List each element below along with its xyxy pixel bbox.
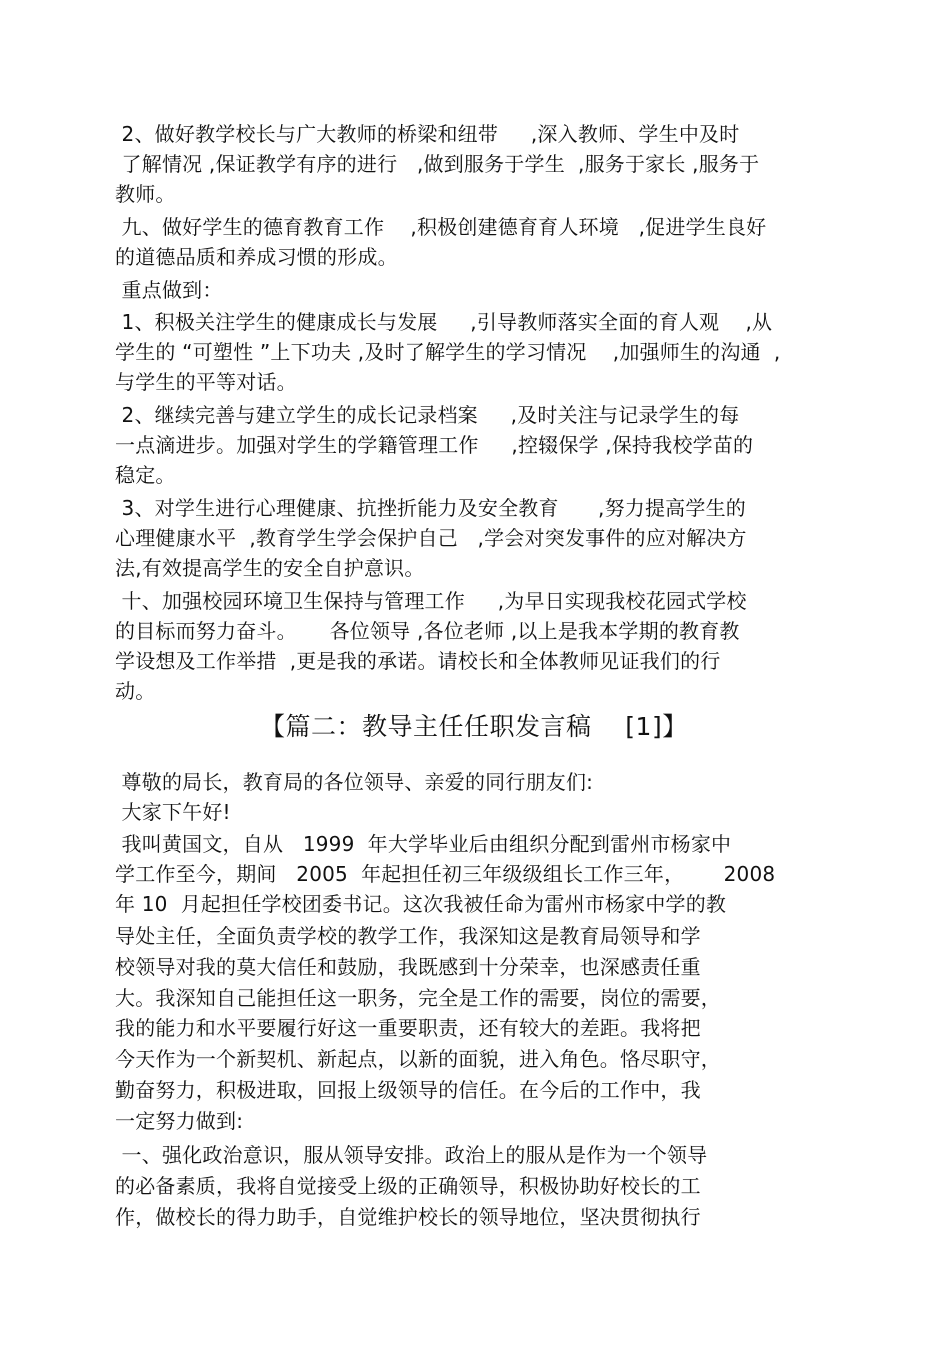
text-line: 了解情况 ,保证教学有序的进行 ,做到服务于学生 ,服务于家长 ,服务于 [115, 152, 760, 176]
text-line: 作，做校长的得力助手，自觉维护校长的领导地位，坚决贯彻执行 [115, 1205, 701, 1229]
text-line: 的目标而努力奋斗。 各位领导 ,各位老师 ,以上是我本学期的教育教 [115, 619, 740, 643]
text-line: 年 10 月起担任学校团委书记。这次我被任命为雷州市杨家中学的教 [115, 892, 727, 916]
text-line: 十、加强校园环境卫生保持与管理工作 ,为早日实现我校花园式学校 [115, 589, 747, 613]
text-line: 学工作至今，期间 2005 年起担任初三年级级组长工作三年， 2008 [115, 862, 776, 886]
text-line: 尊敬的局长，教育局的各位领导、亲爱的同行朋友们: [115, 770, 594, 794]
text-line: 导处主任，全面负责学校的教学工作，我深知这是教育局领导和学 [115, 924, 701, 948]
text-line: 一、强化政治意识，服从领导安排。政治上的服从是作为一个领导 [115, 1143, 708, 1167]
text-line: 教师。 [115, 182, 176, 206]
text-line: 一点滴进步。加强对学生的学籍管理工作 ,控辍保学 ,保持我校学苗的 [115, 433, 754, 457]
text-line: 稳定。 [115, 463, 176, 487]
text-line: 的道德品质和养成习惯的形成。 [115, 245, 398, 269]
text-line: 2、做好教学校长与广大教师的桥梁和纽带 ,深入教师、学生中及时 [115, 122, 740, 146]
text-line: 大。我深知自己能担任这一职务，完全是工作的需要，岗位的需要， [115, 986, 721, 1010]
text-line: 的必备素质，我将自觉接受上级的正确领导，积极协助好校长的工 [115, 1174, 701, 1198]
text-line: 我的能力和水平要履行好这一重要职责，还有较大的差距。我将把 [115, 1016, 701, 1040]
text-line: 重点做到： [115, 278, 223, 302]
text-line: 学设想及工作举措 ,更是我的承诺。请校长和全体教师见证我们的行 [115, 649, 721, 673]
text-line: 今天作为一个新契机、新起点，以新的面貌，进入角色。恪尽职守， [115, 1047, 721, 1071]
text-line: 1、积极关注学生的健康成长与发展 ,引导教师落实全面的育人观 ,从 [115, 310, 773, 334]
text-line: 与学生的平等对话。 [115, 370, 297, 394]
text-line: 校领导对我的莫大信任和鼓励，我既感到十分荣幸，也深感责任重 [115, 955, 701, 979]
text-line: 动。 [115, 679, 156, 703]
text-line: 我叫黄国文，自从 1999 年大学毕业后由组织分配到雷州市杨家中 [115, 832, 732, 856]
text-line: 心理健康水平 ,教育学生学会保护自己 ,学会对突发事件的应对解决方 [115, 526, 747, 550]
text-line: 九、做好学生的德育教育工作 ,积极创建德育育人环境 ,促进学生良好 [115, 215, 767, 239]
text-line: 3、对学生进行心理健康、抗挫折能力及安全教育 ,努力提高学生的 [115, 496, 746, 520]
text-line: 大家下午好! [115, 800, 231, 824]
text-line: 一定努力做到: [115, 1109, 244, 1133]
text-line: 法,有效提高学生的安全自护意识。 [115, 556, 425, 580]
text-line: 2、继续完善与建立学生的成长记录档案 ,及时关注与记录学生的每 [115, 403, 740, 427]
section-title: 【篇二：教导主任任职发言稿 [1]】 [260, 712, 688, 741]
text-line: 勤奋努力，积极进取，回报上级领导的信任。在今后的工作中，我 [115, 1078, 701, 1102]
text-line: 学生的 “可塑性 ”上下功夫 ,及时了解学生的学习情况 ,加强师生的沟通 , [115, 340, 781, 364]
